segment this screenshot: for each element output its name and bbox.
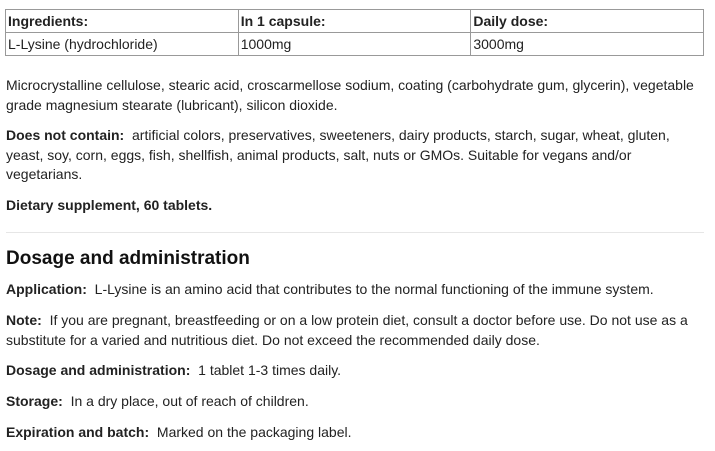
ingredients-table [5,9,704,56]
note-paragraph [6,311,706,350]
table-header-row [6,10,704,33]
section-title: Dosage and administration [6,248,250,269]
other-ingredients-text: Microcrystalline cellulose, stearic acid, croscarmellose sodium, coating (carbohydrate gum, glycerin), vegetable grade magnesium stearate (lubricant), silicon dioxide. [6,77,694,113]
header-daily-dose: Daily dose: [471,10,704,33]
header-ingredients: Ingredients: [6,10,239,33]
storage-paragraph [6,392,706,412]
dosage-paragraph [6,361,706,381]
supplement-note: Dietary supplement, 60 tablets. [6,197,213,213]
per-capsule-cell: 1000mg [238,33,471,56]
application-text: L-Lysine is an amino acid that contributes to the normal functioning of the immune system. [94,281,654,297]
daily-dose-cell: 3000mg [471,33,704,56]
does-not-contain-text: artificial colors, preservatives, sweeteners, dairy products, starch, sugar, wheat, gluten, yeast, soy, corn, eggs, fish, shellfish, animal products, salt, nuts or GMOs. Suitable for vegans and/or vegetarians. [6,127,670,182]
application-paragraph [6,280,706,300]
does-not-contain-label: Does not contain: [6,127,125,143]
dosage-text: 1 tablet 1-3 times daily. [198,362,342,378]
expiration-paragraph [6,423,706,443]
storage-text: In a dry place, out of reach of children. [70,393,309,409]
dosage-label: Dosage and administration: [6,362,191,378]
note-label: Note: [6,312,42,328]
expiration-text: Marked on the packaging label. [156,424,352,440]
header-per-capsule: In 1 capsule: [238,10,471,33]
table-row [6,33,704,56]
does-not-contain-paragraph [6,126,706,185]
note-text: If you are pregnant, breastfeeding or on a low protein diet, consult a doctor before use. Do not use as a substitute for a varied and nutritious diet. Do not exceed the recommended daily dose. [6,312,688,348]
ingredient-name-cell: L-Lysine (hydrochloride) [6,33,239,56]
section-divider [6,232,704,233]
expiration-label: Expiration and batch: [6,424,150,440]
application-label: Application: [6,281,87,297]
storage-label: Storage: [6,393,63,409]
